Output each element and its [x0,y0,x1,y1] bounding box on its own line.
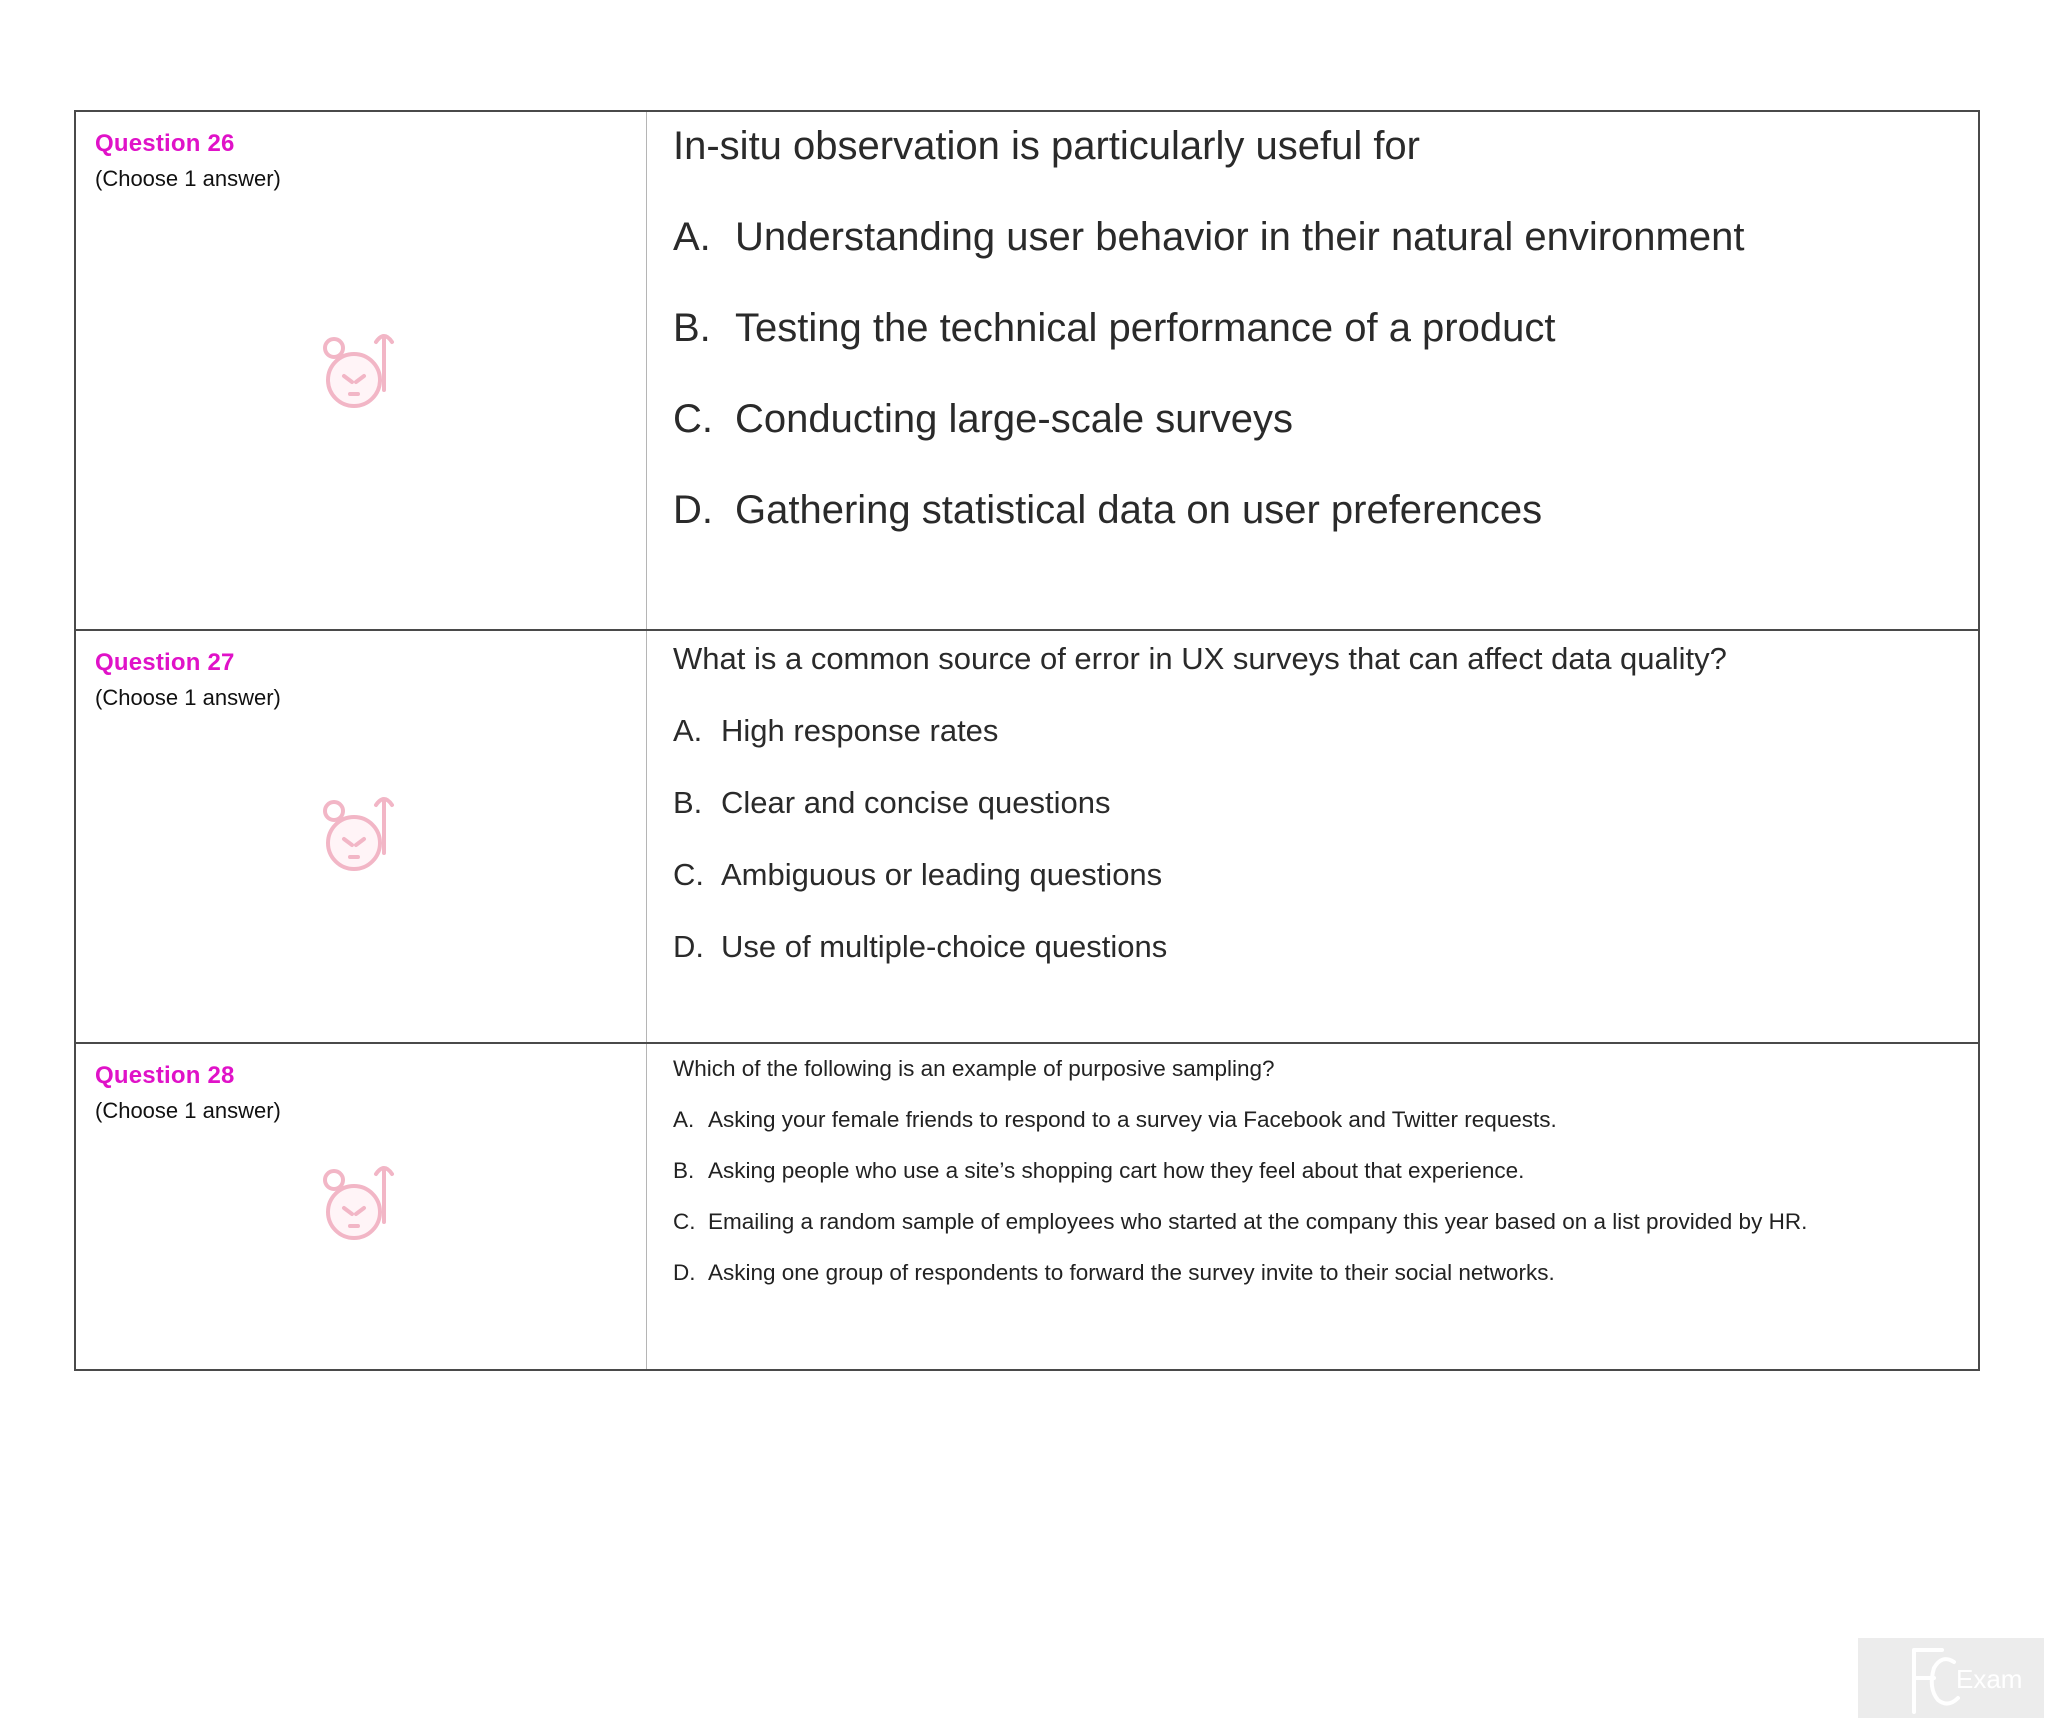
answer-option-c[interactable] [673,397,1978,442]
option-letter: C. [673,1209,696,1234]
option-text: Ambiguous or leading questions [721,857,1163,892]
question-row-27 [75,630,1979,1043]
mascot-icon [312,791,412,881]
question-stem: What is a common source of error in UX surveys that can affect data quality? [673,641,1727,676]
answer-option-d[interactable] [673,929,1978,965]
watermark-logo [1858,1638,2044,1718]
option-letter: D. [673,929,704,964]
option-letter: B. [673,306,711,350]
option-letter: C. [673,397,713,441]
option-text: Use of multiple-choice questions [721,929,1168,964]
option-text: Understanding user behavior in their natural environment [735,215,1745,259]
question-meta-cell [75,111,647,630]
question-number: Question 27 [95,649,235,676]
watermark-text: Exam [1956,1664,2023,1694]
option-letter: B. [673,785,703,820]
option-letter: A. [673,215,711,259]
answer-option-b[interactable] [673,306,1978,351]
question-number: Question 28 [95,1062,235,1089]
answer-option-d[interactable] [673,488,1978,533]
question-number: Question 26 [95,130,235,157]
answer-option-c[interactable] [673,1209,1813,1235]
option-text: Clear and concise questions [721,785,1111,820]
question-table [74,110,1980,1371]
answer-option-a[interactable] [673,1107,1978,1133]
option-letter: A. [673,713,703,748]
question-hint: (Choose 1 answer) [95,1098,281,1123]
answer-option-b[interactable] [673,785,1978,821]
option-text: Asking your female friends to respond to a survey via Facebook and Twitter requests. [708,1107,1557,1132]
question-row-28 [75,1043,1979,1370]
question-content-cell [647,111,1980,630]
option-letter: D. [673,1260,696,1285]
option-letter: A. [673,1107,695,1132]
option-text: Testing the technical performance of a product [735,306,1556,350]
answer-option-b[interactable] [673,1158,1978,1184]
question-hint: (Choose 1 answer) [95,685,281,710]
question-meta-cell [75,1043,647,1370]
answer-option-a[interactable] [673,215,1978,260]
question-stem: In-situ observation is particularly useful for [673,124,1420,168]
mascot-icon [312,328,412,418]
option-letter: B. [673,1158,695,1183]
question-hint: (Choose 1 answer) [95,166,281,191]
option-text: High response rates [721,713,999,748]
option-text: Emailing a random sample of employees who started at the company this year based on a list provided by HR. [708,1209,1808,1234]
option-text: Gathering statistical data on user preferences [735,488,1543,532]
question-content-cell [647,630,1980,1043]
fc-exam-logo-icon [1858,1638,2044,1718]
option-text: Asking one group of respondents to forward the survey invite to their social networks. [708,1260,1555,1285]
mascot-icon [312,1160,412,1250]
option-letter: D. [673,488,713,532]
option-letter: C. [673,857,704,892]
option-text: Conducting large-scale surveys [735,397,1294,441]
question-content-cell [647,1043,1980,1370]
question-meta-cell [75,630,647,1043]
answer-option-c[interactable] [673,857,1978,893]
question-row-26 [75,111,1979,630]
answer-option-a[interactable] [673,713,1978,749]
answer-option-d[interactable] [673,1260,1978,1286]
question-stem: Which of the following is an example of purposive sampling? [673,1056,1275,1081]
option-text: Asking people who use a site’s shopping cart how they feel about that experience. [708,1158,1525,1183]
